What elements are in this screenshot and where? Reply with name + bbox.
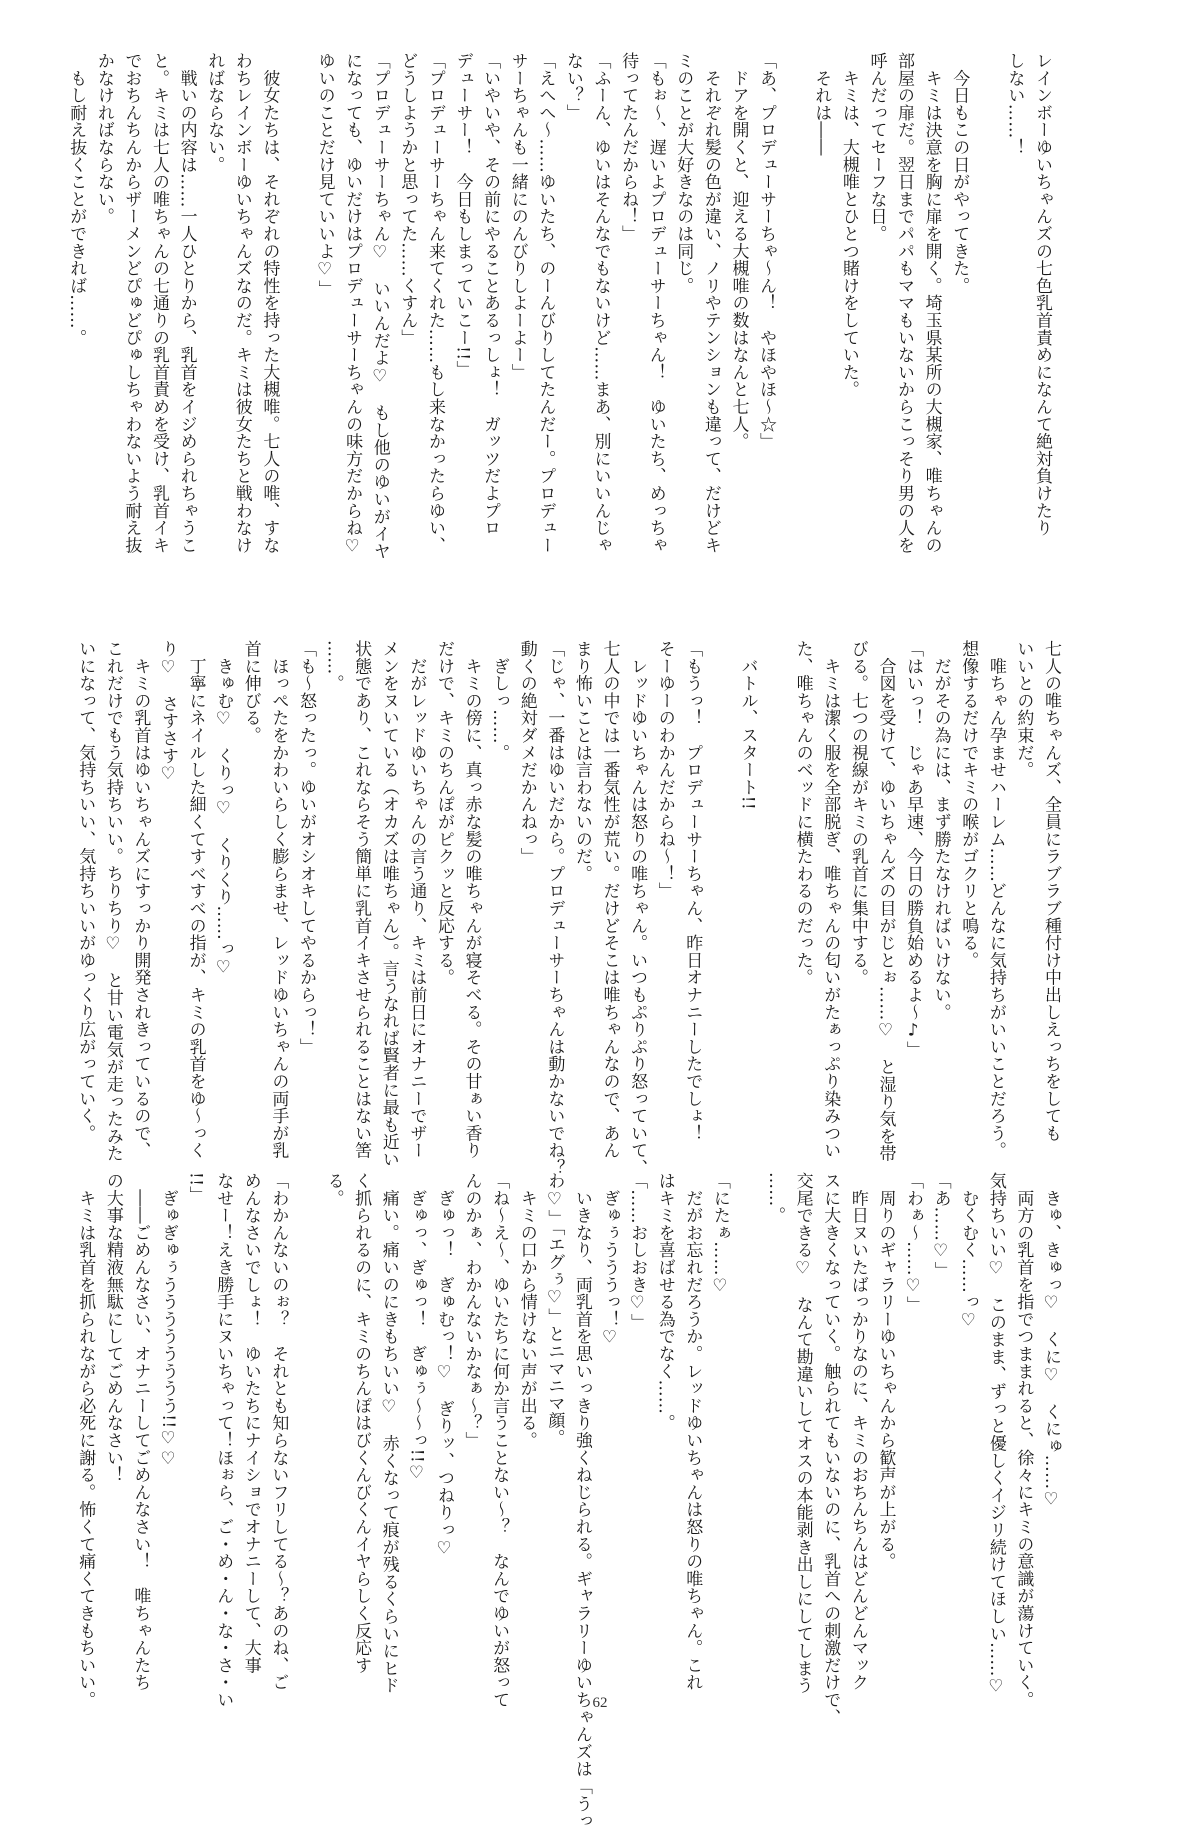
- text-line: それは――: [811, 52, 832, 156]
- text-line: キミの傍に、真っ赤な髪の唯ちゃんが寝そべる。その甘ぁい香り: [461, 640, 482, 1159]
- text-line: いいとの約束だ。: [1013, 640, 1034, 779]
- text-line: 「いやいや、その前にやることあるっしょ！ ガッツだよプロ: [480, 52, 501, 537]
- text-line: 「あ……♡」: [930, 1172, 951, 1279]
- text-line: そーゆーのわかんだからね～！」: [654, 640, 675, 900]
- text-line: サーちゃんも一緒にのんびりしよーよー」: [507, 52, 528, 381]
- text-line: だがレッドゆいちゃんの言う通り、キミは前日にオナニーでザー: [406, 640, 427, 1159]
- text-line: 昨日ヌいたばっかりなのに、キミのおちんちんはどんどんマック: [847, 1172, 868, 1691]
- text-line: ――ごめんなさい、オナニーしてごめんなさい！ 唯ちゃんたち: [130, 1172, 151, 1691]
- text-line: ……。: [765, 1172, 786, 1224]
- text-line: 呼んだってセーフな日。: [866, 52, 887, 243]
- text-line: いきなり、両乳首を思いっきり強くねじられる。ギャラリーゆいちゃんズは「うっ: [571, 1172, 592, 1829]
- text-line: これだけでもう気持ちいい。ちりちり♡ と甘い電気が走ったみた: [102, 640, 123, 1162]
- text-line: 「ふーん、ゆいはそんなでもないけど……まあ、別にいいんじゃ: [590, 52, 611, 554]
- text-line: ればならない。: [204, 52, 225, 174]
- text-line: 待ってたんだからね！」: [618, 52, 639, 243]
- text-line: 「あ、プロデューサーちゃ～ん！ やほやほ～☆」: [756, 52, 777, 450]
- text-line: になっても、ゆいだけはプロデューサーちゃんの味方だからね♡: [342, 52, 363, 557]
- text-line: レインボーゆいちゃんズの七色乳首責めになんて絶対負けたり: [1032, 52, 1052, 537]
- text-line: それぞれ髪の色が違い、ノリやテンションも違って、だけどキ: [700, 52, 721, 554]
- text-line: 七人の中では一番気性が荒い。だけどそこは唯ちゃんなので、あん: [599, 640, 620, 1159]
- text-line: バトル、スタート!!: [737, 640, 758, 810]
- text-line: 「はいっ！ じゃあ早速、今日の勝負始めるよ～♪」: [903, 640, 924, 1059]
- text-line: だがその為には、まず勝たなければいけない。: [930, 640, 951, 1021]
- text-line: スに大きくなっていく。触られてもいないのに、乳首への刺激だけで、: [820, 1172, 841, 1726]
- text-line: キミは乳首を抓られながら必死に謝る。怖くて痛くてきもちいい。: [75, 1172, 96, 1709]
- text-line: 動くの絶対ダメだかんねっ」: [516, 640, 537, 865]
- text-line: [972, 52, 1000, 632]
- text-line: 「プロデューサーちゃん♡ いいんだよ♡ もし他のゆいがイヤ: [369, 52, 390, 560]
- text-line: !!」: [185, 1172, 206, 1204]
- text-line: 気持ちいい♡ このまま、ずっと優しくイジリ続けてほしい……♡: [985, 1172, 1006, 1697]
- text-line: 交尾できる♡ なんて勘違いしてオスの本能剥き出しにしてしまう: [792, 1172, 813, 1694]
- text-line: ほっぺたをかわいらしく膨らませ、レッドゆいちゃんの両手が乳: [268, 640, 289, 1159]
- text-line: ぎゅっ、ぎゅっ！ ぎゅぅ～～っ!!♡: [406, 1172, 427, 1484]
- text-line: 七人の唯ちゃんズ、全員にラブラブ種付け中出しえっちをしても: [1041, 640, 1061, 1142]
- text-line: しない……！: [1004, 52, 1025, 156]
- text-line: 両方の乳首を指でつままれると、徐々にキミの意識が蕩けていく。: [1013, 1172, 1034, 1709]
- text-line: ない？」: [562, 52, 583, 122]
- text-line: デューサー！ 今日もしまっていこー!!」: [452, 52, 473, 378]
- text-line: く抓られるのに、キミのちんぽはびくんびくんイヤらしく反応す: [351, 1172, 372, 1674]
- text-block-middle: [75, 640, 1064, 1177]
- text-line: なせー！えき勝手にヌいちゃって！ほぉら、ご・め・ん・な・さ・い: [213, 1172, 234, 1709]
- text-line: びる。七つの視線がキミの乳首に集中する。: [847, 640, 868, 986]
- text-line: る。: [323, 1172, 344, 1207]
- text-line: レッドゆいちゃんは怒りの唯ちゃん。いつもぷりぷり怒っていて、: [627, 640, 648, 1177]
- text-line: 「もうっ！ プロデューサーちゃん、昨日オナニーしたでしょ！: [682, 640, 703, 1142]
- text-line: 「わかんないのぉ？ それとも知らないフリしてる～？あのね、ご: [268, 1172, 289, 1691]
- text-line: ……。: [323, 640, 344, 692]
- text-line: 彼女たちは、それぞれの特性を持った大槻唯。七人の唯、すな: [259, 52, 280, 554]
- text-line: 「にたぁ……♡: [709, 1172, 730, 1297]
- text-line: でおちんちんからザーメンどぴゅどぴゅしちゃわないよう耐え抜: [121, 52, 142, 554]
- text-line: ぎゅっ！ ぎゅむっ！♡ ぎりッ、つねりっ♡: [433, 1172, 454, 1559]
- text-line: と。キミは七人の唯ちゃんの七通りの乳首責めを受け、乳首イキ: [149, 52, 169, 554]
- text-block-top: [66, 52, 1055, 632]
- text-line: 戦いの内容は……一人ひとりから、乳首をイジめられちゃうこ: [176, 52, 197, 554]
- text-line: た、唯ちゃんのベッドに横たわるのだった。: [792, 640, 813, 986]
- text-line: かなければならない。: [93, 52, 114, 225]
- text-line: はキミを喜ばせる為でなく……。: [654, 1172, 675, 1432]
- text-line: 「じゃ、一番はゆいだから。プロデューサーちゃんは動かないでね？: [544, 640, 565, 1177]
- text-line: めんなさいでしょ！ ゆいたちにナイショでオナニーして、大事: [240, 1172, 261, 1674]
- text-line: キミは、大槻唯とひとつ賭けをしていた。: [838, 52, 859, 398]
- text-line: わちレインボーゆいちゃんズなのだ。キミは彼女たちと戦わなけ: [231, 52, 252, 554]
- text-line: 首に伸びる。: [240, 640, 261, 744]
- text-line: ぎゅぅうううっ！♡: [599, 1172, 620, 1348]
- text-line: ドアを開くと、迎える大槻唯の数はなんと七人。: [728, 52, 749, 450]
- text-line: 「ね～え～、ゆいたちに何か言うことない～？ なんでゆいが怒って: [489, 1172, 510, 1709]
- text-line: [779, 52, 807, 632]
- text-line: だがお忘れだろうか。レッドゆいちゃんは怒りの唯ちゃん。これ: [682, 1172, 703, 1691]
- page-number: 62: [592, 1695, 608, 1711]
- text-line: 「もぉ～、遅いよプロデューサーちゃん！ ゆいたち、めっちゃ: [645, 52, 666, 554]
- text-line: ミのことが大好きなのは同じ。: [673, 52, 694, 295]
- text-line: 「えへへ～……ゆいたち、のーんびりしてたんだー。プロデュー: [535, 52, 556, 554]
- text-line: もし耐え抜くことができれば……。: [66, 52, 87, 347]
- text-line: 「……おしおき♡」: [627, 1172, 648, 1331]
- text-line: ゆいのことだけ見ていいよ♡」: [314, 52, 335, 298]
- text-line: むくむく……っ♡: [958, 1172, 979, 1331]
- text-line: ぎゅぎゅぅうううううううう!!♡♡: [158, 1172, 178, 1470]
- text-line: [291, 1172, 319, 1682]
- text-line: きゅむ♡ くりっ♡ くりくり……っ♡: [213, 640, 234, 978]
- text-line: メンをヌいている（オカズは唯ちゃん）。言うなれば賢者に最も近い: [378, 640, 399, 1168]
- text-line: [705, 640, 733, 1160]
- text-line: 「プロデューサーちゃん来てくれた……もし来なかったらゆい、: [424, 52, 445, 554]
- text-line: 唯ちゃん孕ませハーレム……どんなに気持ちがいいことだろう。: [985, 640, 1006, 1159]
- text-line: 合図を受けて、ゆいちゃんズの目がじとぉ……♡ と湿り気を帯: [875, 640, 896, 1162]
- text-line: んのかぁ、わかんないかなぁ～？」: [461, 1172, 482, 1449]
- text-line: まり怖いことは言わないのだ。: [571, 640, 592, 883]
- text-line: だけで、キミのちんぽがピクッと反応する。: [433, 640, 454, 986]
- text-line: キミの口から情けない声が出る。: [516, 1172, 537, 1449]
- text-line: 今日もこの日がやってきた。: [949, 52, 970, 295]
- text-line: 「も～怒ったっ。ゆいがオシオキしてやるからっ！」: [295, 640, 316, 1056]
- text-line: ぎしっ……。: [489, 640, 510, 762]
- text-line: キミは決意を胸に扉を開く。埼玉県某所の大槻家、唯ちゃんの: [921, 52, 942, 554]
- text-line: の大事な精液無駄にしてごめんなさい！: [102, 1172, 123, 1484]
- text-line: [760, 640, 788, 1160]
- text-line: 想像するだけでキミの喉がゴクリと鳴る。: [958, 640, 979, 969]
- text-line: キミの乳首はゆいちゃんズにすっかり開発されきっているので、: [130, 640, 151, 1159]
- text-line: 周りのギャラリーゆいちゃんから歓声が上がる。: [875, 1172, 896, 1570]
- text-line: きゅ、きゅっ♡ くに♡ くにゅ……♡: [1041, 1172, 1061, 1510]
- text-line: [733, 1172, 761, 1682]
- text-line: いになって、気持ちいい、気持ちいいがゆっくり広がっていく。: [75, 640, 96, 1142]
- text-line: り♡ さすさす♡: [158, 640, 178, 785]
- text-line: 丁寧にネイルした細くてすべすべの指が、キミの乳首をゆ～っく: [185, 640, 206, 1159]
- text-line: 状態であり、これならそう簡単に乳首イキさせられることはない筈: [351, 640, 372, 1159]
- text-line: どうしようかと思ってた……くすん」: [397, 52, 418, 347]
- text-line: キミは潔く服を全部脱ぎ、唯ちゃんの匂いがたぁっぷり染みつい: [820, 640, 841, 1159]
- text-line: [282, 52, 310, 632]
- text-line: 「わぁ～……♡」: [903, 1172, 924, 1314]
- text-line: 部屋の扉だ。翌日までパパもママもいないからこっそり男の人を: [894, 52, 915, 554]
- text-line: 痛い。痛いのにきもちいい♡ 赤くなって痕が残るくらいにヒド: [378, 1172, 399, 1694]
- text-line: わ♡」「エグぅ♡」とニマニマ顔。: [544, 1172, 565, 1447]
